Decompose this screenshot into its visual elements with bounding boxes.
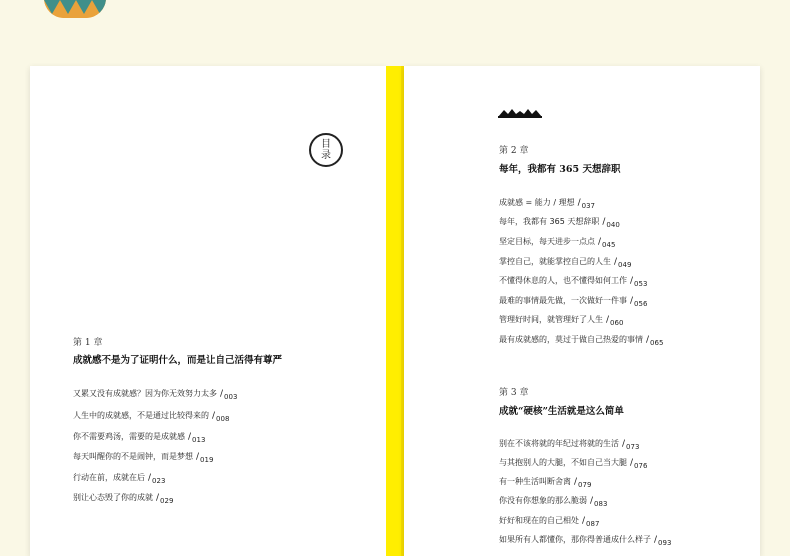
toc-entry[interactable]: 行动在前，成就在后 /023 [73,473,166,485]
toc-entry[interactable]: 每天叫醒你的不是闹钟，而是梦想 /019 [73,452,214,464]
decorative-cake-illustration [44,0,106,18]
left-page [30,66,386,556]
toc-entry[interactable]: 坚定目标，每天进步一点点 /045 [499,237,616,249]
toc-entry[interactable]: 掌控自己，就能掌控自己的人生 /049 [499,257,632,269]
toc-entry[interactable]: 人生中的成就感，不是通过比较得来的 /008 [73,411,230,423]
toc-entry[interactable]: 不懂得休息的人，也不懂得如何工作 /053 [499,276,648,288]
toc-entry[interactable]: 你不需要鸡汤，需要的是成就感 /013 [73,432,206,444]
chapter-title: 成就感不是为了证明什么，而是让自己活得有尊严 [73,355,283,366]
book-spine [386,66,404,556]
toc-entry[interactable]: 别让心态毁了你的成就 /029 [73,493,174,505]
chapter-title: 每年，我都有 365 天想辞职 [499,164,621,175]
toc-entry[interactable]: 好好和现在的自己相处 /087 [499,516,600,528]
chapter-label: 第 1 章 [73,338,103,348]
toc-entry[interactable]: 最有成就感的，莫过于做自己热爱的事情 /065 [499,335,664,347]
chapter-title: 成就“硬核”生活就是这么简单 [499,406,624,417]
toc-entry[interactable]: 与其抱别人的大腿，不如自己当大腿 /076 [499,458,648,470]
toc-badge-icon: 目 录 [309,133,343,167]
toc-entry[interactable]: 你没有你想象的那么脆弱 /083 [499,496,608,508]
toc-entry[interactable]: 管理好时间，就管理好了人生 /060 [499,315,624,327]
ornament-icon [498,103,542,122]
toc-entry[interactable]: 成就感 = 能力 / 理想 /037 [499,198,595,210]
toc-entry[interactable]: 如果所有人都懂你，那你得普通成什么样子 /093 [499,535,672,547]
toc-entry[interactable]: 有一种生活叫断舍离 /079 [499,477,592,489]
toc-entry[interactable]: 每年，我都有 365 天想辞职 /040 [499,217,620,229]
chapter-label: 第 2 章 [499,146,529,156]
right-page [404,66,760,556]
toc-entry[interactable]: 最难的事情最先做，一次做好一件事 /056 [499,296,648,308]
toc-entry[interactable]: 又累又没有成就感？因为你无效努力太多 /003 [73,389,238,401]
chapter-label: 第 3 章 [499,388,529,398]
toc-entry[interactable]: 别在不该将就的年纪过将就的生活 /073 [499,439,640,451]
